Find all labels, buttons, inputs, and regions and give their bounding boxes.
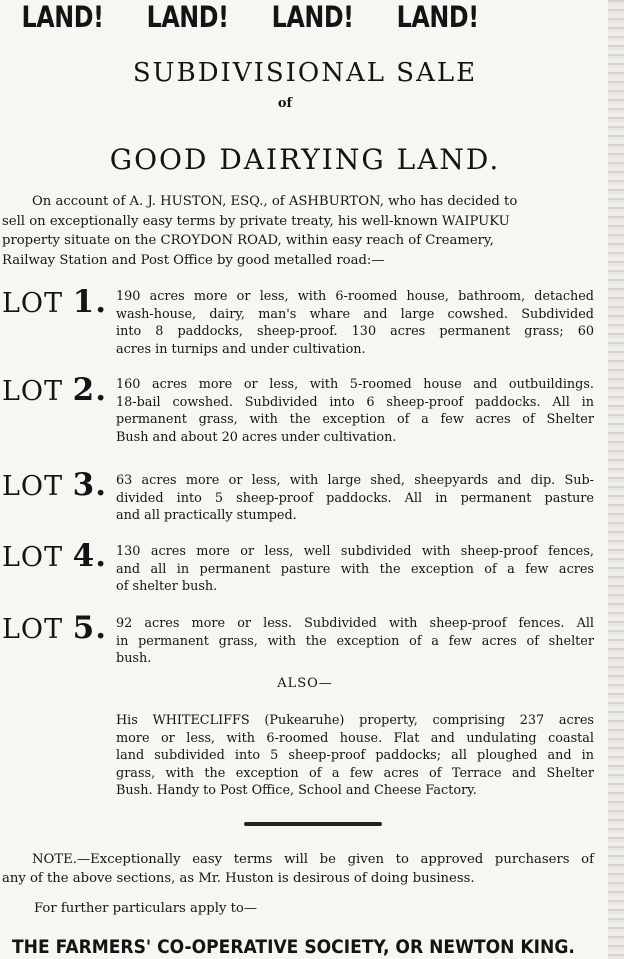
note-line: NOTE.—Exceptionally easy terms will be given to approved purchasers of bbox=[32, 852, 594, 867]
banner-word-3: LAND! bbox=[271, 0, 354, 34]
note-line: any of the above sections, as Mr. Huston is desirous of doing business. bbox=[2, 871, 475, 886]
heading: SUBDIVISIONAL SALE bbox=[132, 58, 478, 88]
lot-line: Bush and about 20 acres under cultivation. bbox=[116, 429, 397, 445]
lot-number: 5. bbox=[72, 610, 108, 646]
lot-word: LOT bbox=[2, 471, 64, 502]
lot-description bbox=[116, 288, 594, 358]
lot-description bbox=[116, 543, 594, 596]
lot-number: 1. bbox=[72, 284, 108, 320]
lot-number: 2. bbox=[72, 372, 108, 408]
lot-line: and all in permanent pasture with the exception of a few acres bbox=[116, 561, 594, 577]
note-paragraph bbox=[2, 850, 594, 888]
lot-line: of shelter bush. bbox=[116, 579, 218, 594]
intro-line: sell on exceptionally easy terms by private treaty, his well-known WAIPUKU bbox=[2, 213, 510, 229]
of-text: of bbox=[277, 96, 293, 111]
lot-line: 92 acres more or less. Subdivided with sheep-proof fences. All bbox=[116, 616, 594, 631]
lot-line: 63 acres more or less, with large shed, sheepyards and dip. Sub- bbox=[116, 473, 594, 488]
intro-line: property situate on the CROYDON ROAD, within easy reach of Creamery, bbox=[2, 233, 494, 248]
whitecliffs-line: Bush. Handy to Post Office, School and Cheese Factory. bbox=[116, 783, 477, 798]
banner-word-4: LAND! bbox=[396, 0, 479, 34]
lot-line: 160 acres more or less, with 5-roomed house and outbuildings. bbox=[116, 377, 594, 392]
lot-word: LOT bbox=[2, 288, 64, 319]
banner-word-2: LAND! bbox=[146, 0, 229, 34]
lot-line: bush. bbox=[116, 651, 152, 666]
lot-description bbox=[116, 615, 594, 668]
lot-word: LOT bbox=[2, 376, 64, 407]
whitecliffs-line: His WHITECLIFFS (Pukearuhe) property, comprising 237 acres bbox=[116, 713, 594, 728]
lot-description bbox=[116, 376, 594, 446]
intro-line: On account of A. J. HUSTON, ESQ., of ASHBURTON, who has decided to bbox=[32, 194, 518, 209]
lot-line: in permanent grass, with the exception of a few acres of shelter bbox=[116, 633, 594, 649]
lot-label bbox=[2, 538, 107, 574]
lot-line: 130 acres more or less, well subdivided with sheep-proof fences, bbox=[116, 544, 594, 559]
also-heading: ALSO— bbox=[277, 676, 333, 691]
intro-line: Railway Station and Post Office by good metalled road:— bbox=[2, 252, 385, 268]
banner-word-1: LAND! bbox=[21, 0, 104, 34]
intro-paragraph bbox=[2, 192, 592, 270]
lot-line: wash-house, dairy, man's whare and large cowshed. Subdivided bbox=[116, 306, 594, 322]
divider-rule bbox=[244, 822, 382, 826]
lot-line: permanent grass, with the exception of a few acres of Shelter bbox=[116, 412, 594, 427]
further-particulars: For further particulars apply to— bbox=[34, 901, 258, 916]
footer-agents: THE FARMERS' CO-OPERATIVE SOCIETY, OR NEWTON KING. bbox=[12, 936, 575, 958]
whitecliffs-line: grass, with the exception of a few acres of Terrace and Shelter bbox=[116, 765, 594, 781]
lot-line: acres in turnips and under cultivation. bbox=[116, 341, 366, 357]
lot-word: LOT bbox=[2, 542, 64, 573]
whitecliffs-line: more or less, with 6-roomed house. Flat and undulating coastal bbox=[116, 730, 594, 746]
lot-label bbox=[2, 372, 107, 408]
lot-line: into 8 paddocks, sheep-proof. 130 acres permanent grass; 60 bbox=[116, 324, 594, 339]
whitecliffs-paragraph bbox=[116, 712, 594, 800]
lot-line: 190 acres more or less, with 6-roomed house, bathroom, detached bbox=[116, 289, 594, 304]
lot-line: divided into 5 sheep-proof paddocks. All in permanent pasture bbox=[116, 490, 594, 506]
banner bbox=[0, 0, 500, 34]
lot-description bbox=[116, 472, 594, 525]
lot-number: 3. bbox=[72, 467, 108, 503]
lot-line: 18-bail cowshed. Subdivided into 6 sheep-proof paddocks. All in bbox=[116, 394, 594, 410]
whitecliffs-line: land subdivided into 5 sheep-proof paddocks; all ploughed and in bbox=[116, 748, 594, 763]
lot-word: LOT bbox=[2, 614, 64, 645]
lot-label bbox=[2, 284, 107, 320]
lot-number: 4. bbox=[72, 538, 108, 574]
lot-line: and all practically stumped. bbox=[116, 508, 297, 523]
lot-label bbox=[2, 610, 107, 646]
lot-label bbox=[2, 467, 107, 503]
subheading: GOOD DAIRYING LAND. bbox=[109, 143, 501, 176]
paper-edge bbox=[608, 0, 624, 959]
